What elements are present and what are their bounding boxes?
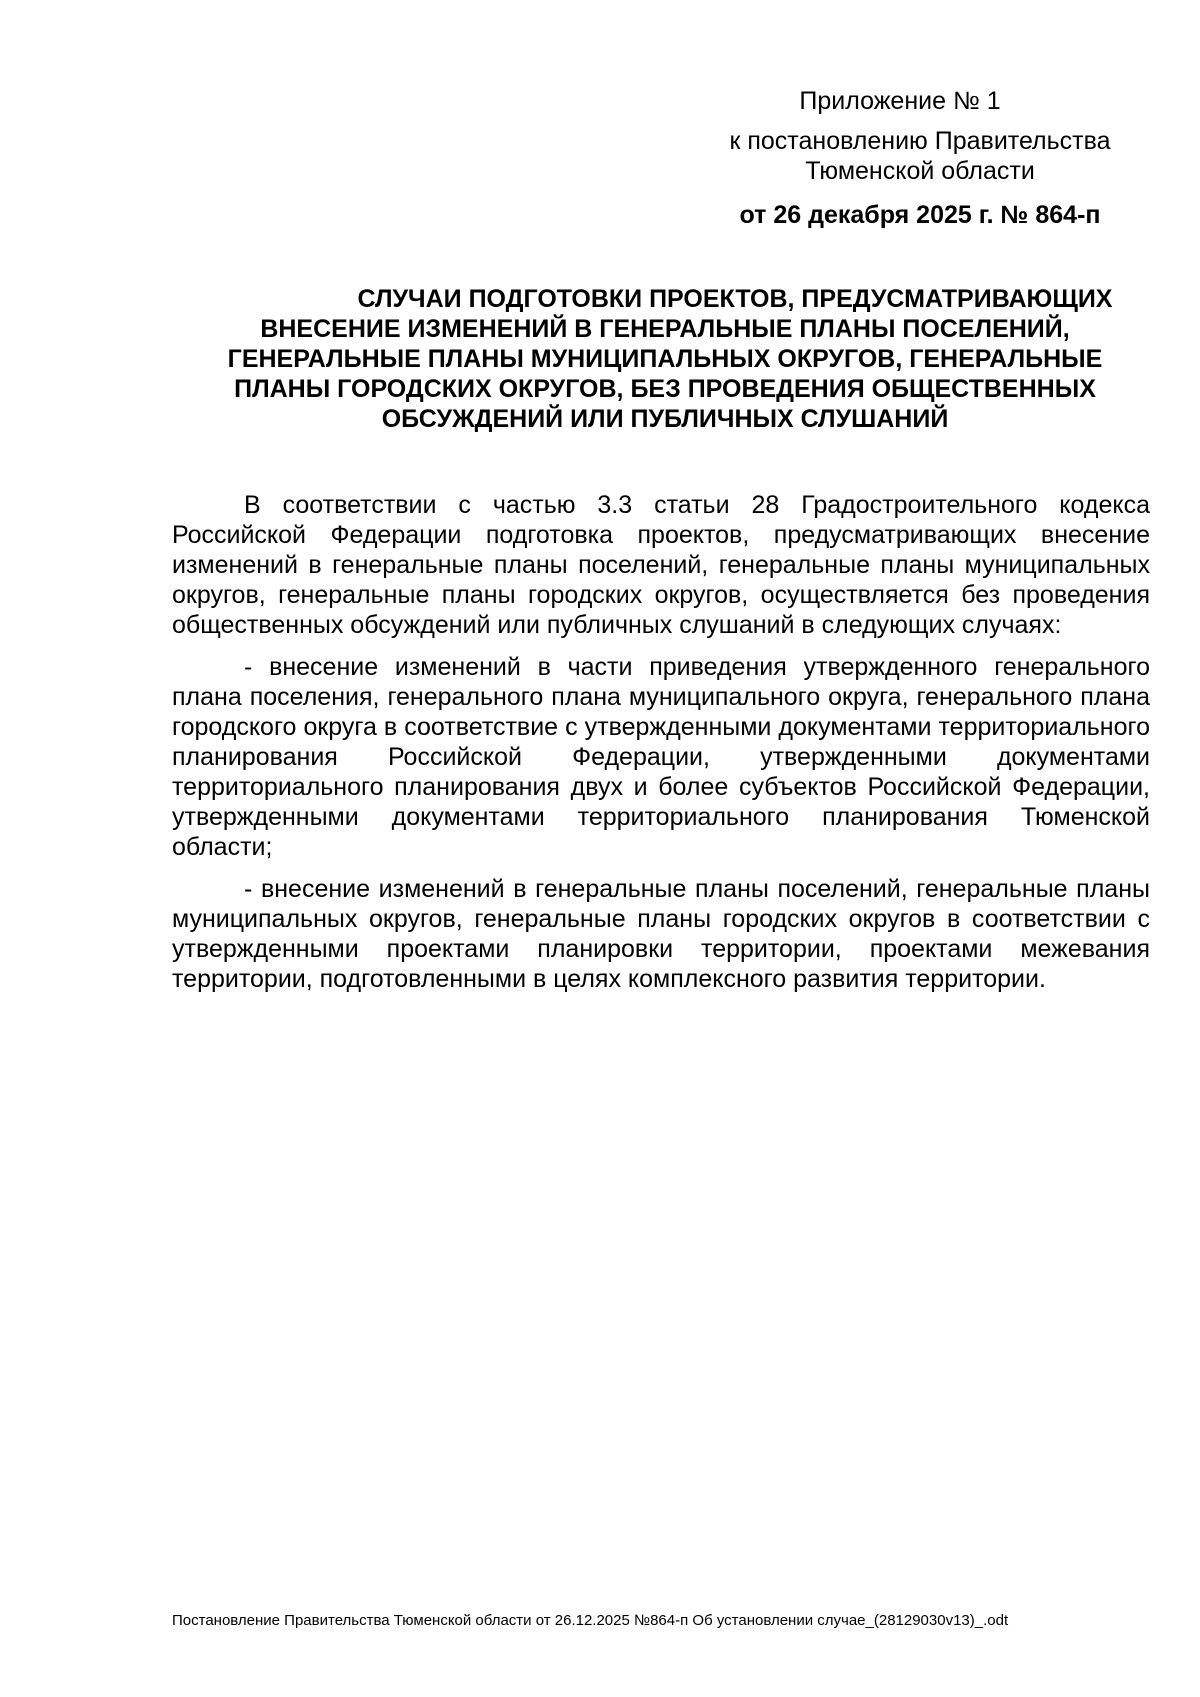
case-paragraph: - внесение изменений в генеральные планы поселений, генеральные планы муниципальных округов, генеральные планы городских округов в соответствии с утвержденными проектами планировки территории, проектами межевания территории, подготовленными в целях комплексного развития территории. xyxy=(172,875,1150,993)
intro-paragraph: В соответствии с частью 3.3 статьи 28 Градостроительного кодекса Российской Федерации подготовка проектов, предусматривающих внесение изменений в генеральные планы поселений, генеральные планы муниципальных округов, генеральные планы городских округов, осуществляется без проведения общественных обсуждений или публичных слушаний в следующих случаях: xyxy=(172,491,1150,639)
title-line: ОБСУЖДЕНИЙ ИЛИ ПУБЛИЧНЫХ СЛУШАНИЙ xyxy=(381,405,949,433)
appendix-resolution-reference xyxy=(690,126,1150,186)
title-line: ВНЕСЕНИЕ ИЗМЕНЕНИЙ В ГЕНЕРАЛЬНЫЕ ПЛАНЫ ПОСЕЛЕНИЙ, xyxy=(260,315,1070,343)
title-line: СЛУЧАИ ПОДГОТОВКИ ПРОЕКТОВ, ПРЕДУСМАТРИВАЮЩИХ xyxy=(357,285,1113,313)
appendix-header xyxy=(690,86,1150,230)
resolution-date-number: от 26 декабря 2025 г. № 864-п xyxy=(739,201,1101,229)
page-footer: Постановление Правительства Тюменской области от 26.12.2025 №864-п Об установлении случае_(28129030v13)_.odt xyxy=(172,1612,1009,1629)
appendix-number: Приложение № 1 xyxy=(799,87,1001,115)
title-line: ПЛАНЫ ГОРОДСКИХ ОКРУГОВ, БЕЗ ПРОВЕДЕНИЯ ОБЩЕСТВЕННЫХ xyxy=(234,375,1096,403)
title-line: ГЕНЕРАЛЬНЫЕ ПЛАНЫ МУНИЦИПАЛЬНЫХ ОКРУГОВ, ГЕНЕРАЛЬНЫЕ xyxy=(227,345,1103,373)
case-paragraph: - внесение изменений в части приведения утвержденного генерального плана поселения, генерального плана муниципального округа, генерального плана городского округа в соответствие с утвержденными документами территориального планирования Российской Федерации, утвержденными документами территориального планирования двух и более субъектов Российской Федерации, утвержденными документами территориального планирования Тюменской области; xyxy=(172,653,1150,861)
resolution-reference-line: к постановлению Правительства xyxy=(729,127,1111,155)
document-body xyxy=(172,490,1150,1006)
document-title xyxy=(180,284,1150,434)
resolution-reference-line: Тюменской области xyxy=(805,157,1035,185)
